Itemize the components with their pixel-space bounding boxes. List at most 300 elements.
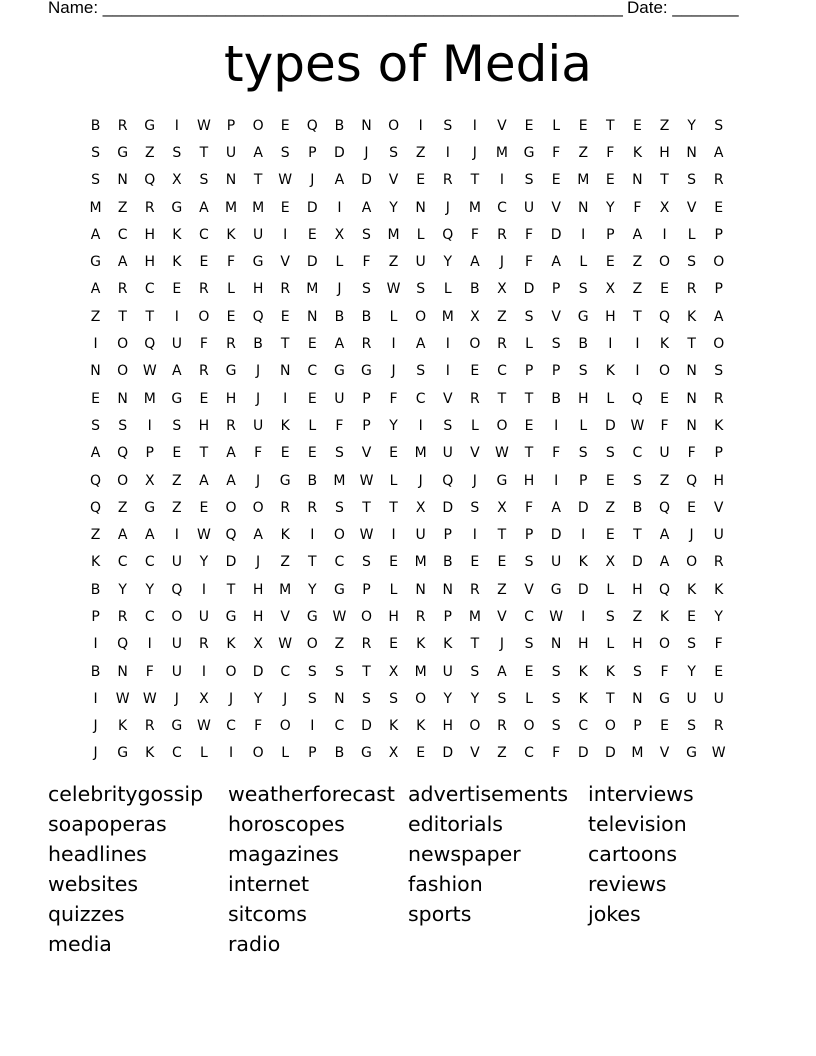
grid-letter: E <box>470 363 480 380</box>
grid-letter: C <box>199 226 209 243</box>
grid-letter: P <box>362 390 371 407</box>
grid-letter: D <box>577 581 589 598</box>
grid-letter: R <box>497 718 507 735</box>
grid-letter: S <box>334 445 344 462</box>
grid-row <box>82 576 732 603</box>
grid-letter: O <box>713 336 725 353</box>
grid-letter: O <box>659 636 671 653</box>
grid-letter: C <box>524 745 534 762</box>
grid-letter: T <box>199 144 209 161</box>
grid-letter: I <box>554 472 559 489</box>
grid-letter: M <box>468 199 481 216</box>
grid-letter: R <box>497 226 507 243</box>
date-line: Date: _______ <box>627 0 739 17</box>
grid-letter: E <box>660 718 669 735</box>
grid-letter: S <box>389 144 399 161</box>
word-list-item: editorials <box>408 811 503 836</box>
grid-letter: S <box>524 636 534 653</box>
grid-letter: V <box>497 117 507 134</box>
grid-letter: E <box>416 172 426 189</box>
grid-letter: R <box>117 281 128 298</box>
grid-letter: C <box>334 554 345 571</box>
grid-letter: A <box>361 199 372 216</box>
grid-letter: L <box>335 254 344 271</box>
grid-letter: N <box>550 636 562 653</box>
grid-letter: W <box>197 117 211 134</box>
grid-letter: B <box>334 117 345 134</box>
grid-letter: S <box>172 144 182 161</box>
grid-letter: A <box>713 308 724 325</box>
grid-letter: J <box>689 527 694 544</box>
grid-letter: I <box>581 527 586 544</box>
grid-letter: U <box>252 417 264 434</box>
grid-letter: U <box>171 336 182 353</box>
grid-letter: Q <box>252 308 264 325</box>
word-list-item: websites <box>48 871 139 896</box>
grid-row <box>82 221 732 248</box>
word-list-item: magazines <box>228 841 339 866</box>
grid-letter: Q <box>171 581 183 598</box>
grid-letter: F <box>714 636 723 653</box>
grid-letter: C <box>280 663 291 680</box>
grid-letter: E <box>172 445 182 462</box>
grid-letter: A <box>199 472 209 489</box>
grid-letter: K <box>226 226 236 243</box>
grid-letter: H <box>252 608 264 625</box>
grid-letter: M <box>333 472 346 489</box>
grid-letter: H <box>605 308 616 325</box>
grid-letter: W <box>142 363 157 380</box>
grid-letter: M <box>143 390 156 407</box>
grid-letter: S <box>172 417 182 434</box>
grid-letter: H <box>632 581 643 598</box>
grid-letter: W <box>278 636 293 653</box>
name-line: Name: _______________________________________________________ <box>48 0 623 17</box>
grid-letter: Z <box>497 745 507 762</box>
grid-letter: Y <box>606 199 615 216</box>
grid-letter: M <box>468 608 481 625</box>
grid-letter: D <box>550 226 562 243</box>
grid-letter: Q <box>117 636 129 653</box>
grid-letter: J <box>499 636 505 653</box>
grid-letter: N <box>686 144 697 161</box>
word-list-item: quizzes <box>48 901 125 926</box>
grid-letter: E <box>199 254 209 271</box>
grid-letter: E <box>389 554 398 571</box>
grid-letter: C <box>307 363 318 380</box>
grid-letter: S <box>524 172 534 189</box>
grid-letter: E <box>687 499 697 516</box>
grid-letter: O <box>279 718 291 735</box>
grid-letter: Y <box>253 690 263 707</box>
grid-letter: K <box>280 417 290 434</box>
grid-letter: B <box>90 663 101 680</box>
grid-letter: I <box>201 663 206 680</box>
word-list-item: fashion <box>408 871 483 896</box>
grid-letter: S <box>497 690 507 707</box>
grid-letter: S <box>416 363 426 380</box>
grid-letter: R <box>497 336 507 353</box>
grid-letter: O <box>496 417 508 434</box>
grid-letter: B <box>90 117 101 134</box>
grid-letter: H <box>252 581 264 598</box>
grid-letter: S <box>524 308 534 325</box>
grid-letter: G <box>144 499 156 516</box>
grid-letter: S <box>578 445 588 462</box>
grid-letter: Y <box>145 581 155 598</box>
grid-letter: N <box>117 390 128 407</box>
grid-letter: Z <box>497 308 507 325</box>
grid-letter: S <box>334 663 344 680</box>
grid-letter: Z <box>117 199 128 216</box>
grid-letter: O <box>225 499 237 516</box>
grid-row <box>82 385 732 412</box>
grid-letter: J <box>310 172 315 189</box>
grid-letter: R <box>199 281 209 298</box>
grid-letter: K <box>659 336 670 353</box>
grid-letter: O <box>225 663 237 680</box>
grid-letter: F <box>687 445 696 462</box>
grid-letter: U <box>523 199 535 216</box>
grid-letter: B <box>90 581 101 598</box>
grid-letter: K <box>226 636 236 653</box>
grid-letter: E <box>199 390 209 407</box>
grid-letter: E <box>307 336 317 353</box>
grid-letter: Z <box>172 472 182 489</box>
grid-letter: U <box>415 527 426 544</box>
grid-row <box>82 330 732 357</box>
grid-letter: I <box>174 308 179 325</box>
grid-letter: E <box>226 308 236 325</box>
grid-letter: O <box>523 718 535 735</box>
grid-letter: Z <box>632 254 643 271</box>
grid-letter: U <box>171 663 182 680</box>
grid-letter: Z <box>117 499 128 516</box>
grid-letter: Q <box>659 308 671 325</box>
grid-letter: I <box>147 417 152 434</box>
grid-letter: I <box>635 363 640 380</box>
grid-letter: C <box>144 281 155 298</box>
grid-letter: L <box>281 745 290 762</box>
grid-letter: D <box>306 199 318 216</box>
grid-letter: T <box>118 308 127 325</box>
grid-letter: S <box>470 663 480 680</box>
grid-letter: F <box>254 445 263 462</box>
grid-letter: P <box>524 363 534 380</box>
grid-letter: Z <box>90 527 101 544</box>
grid-row <box>82 248 732 275</box>
grid-letter: P <box>551 363 561 380</box>
grid-letter: S <box>470 499 480 516</box>
grid-letter: I <box>554 417 559 434</box>
grid-letter: N <box>117 663 128 680</box>
grid-letter: E <box>632 117 642 134</box>
grid-letter: R <box>442 172 453 189</box>
grid-letter: X <box>253 636 263 653</box>
grid-letter: M <box>279 581 292 598</box>
grid-letter: S <box>118 417 128 434</box>
grid-letter: L <box>552 117 561 134</box>
grid-letter: C <box>117 554 128 571</box>
grid-letter: Y <box>389 199 398 216</box>
word-list-item: horoscopes <box>228 811 345 836</box>
grid-letter: X <box>388 745 399 762</box>
grid-letter: P <box>362 581 371 598</box>
puzzle-title: types of Media <box>224 35 592 93</box>
grid-letter: F <box>552 745 561 762</box>
grid-letter: S <box>551 663 561 680</box>
grid-letter: B <box>361 308 372 325</box>
grid-letter: S <box>334 499 344 516</box>
grid-letter: P <box>145 445 154 462</box>
grid-letter: B <box>334 745 345 762</box>
grid-letter: K <box>172 226 182 243</box>
grid-letter: I <box>391 336 396 353</box>
grid-letter: P <box>524 527 534 544</box>
grid-letter: E <box>714 663 724 680</box>
grid-letter: E <box>605 172 615 189</box>
grid-letter: S <box>578 363 588 380</box>
grid-letter: L <box>579 254 588 271</box>
grid-letter: R <box>361 336 372 353</box>
grid-letter: H <box>144 254 155 271</box>
grid-letter: X <box>334 226 345 243</box>
grid-letter: J <box>174 690 179 707</box>
grid-letter: I <box>445 363 450 380</box>
grid-letter: N <box>334 690 345 707</box>
grid-letter: S <box>307 690 317 707</box>
grid-letter: S <box>578 281 588 298</box>
grid-letter: C <box>578 718 589 735</box>
grid-letter: I <box>310 718 315 735</box>
grid-letter: I <box>662 226 667 243</box>
grid-letter: V <box>551 308 561 325</box>
grid-row <box>82 658 732 685</box>
grid-letter: G <box>171 199 183 216</box>
grid-letter: F <box>335 417 344 434</box>
grid-letter: Q <box>117 445 129 462</box>
grid-letter: N <box>279 363 291 380</box>
grid-letter: K <box>687 308 697 325</box>
grid-letter: Y <box>389 417 398 434</box>
grid-letter: J <box>283 690 288 707</box>
grid-row <box>82 358 732 385</box>
grid-letter: N <box>90 363 101 380</box>
grid-letter: R <box>713 172 724 189</box>
grid-letter: I <box>445 144 450 161</box>
grid-letter: B <box>442 554 453 571</box>
grid-letter: H <box>198 417 210 434</box>
grid-letter: I <box>93 636 98 653</box>
grid-letter: G <box>686 745 698 762</box>
grid-letter: V <box>442 390 453 407</box>
grid-letter: O <box>415 308 427 325</box>
grid-letter: S <box>714 363 724 380</box>
grid-letter: C <box>334 718 345 735</box>
grid-letter: N <box>577 199 589 216</box>
grid-letter: W <box>359 472 374 489</box>
grid-letter: N <box>442 581 453 598</box>
grid-row <box>82 194 732 221</box>
grid-letter: S <box>687 172 697 189</box>
grid-letter: P <box>226 117 236 134</box>
letter-grid <box>82 112 732 767</box>
grid-letter: W <box>630 417 645 434</box>
grid-letter: H <box>659 144 670 161</box>
grid-letter: E <box>714 199 724 216</box>
grid-letter: C <box>497 199 507 216</box>
grid-letter: I <box>608 336 613 353</box>
grid-letter: E <box>389 636 398 653</box>
grid-letter: A <box>144 527 155 544</box>
grid-letter: I <box>283 226 288 243</box>
grid-letter: J <box>256 472 261 489</box>
grid-letter: I <box>445 336 450 353</box>
grid-letter: N <box>632 690 643 707</box>
grid-row <box>82 139 732 166</box>
grid-letter: R <box>117 117 128 134</box>
grid-letter: N <box>225 172 237 189</box>
word-list-item: radio <box>228 931 281 956</box>
grid-letter: J <box>472 472 477 489</box>
grid-letter: K <box>443 636 453 653</box>
grid-letter: R <box>713 718 724 735</box>
word-list-item: weatherforecast <box>228 782 395 806</box>
grid-letter: O <box>360 608 372 625</box>
grid-letter: D <box>550 527 562 544</box>
grid-letter: A <box>253 527 263 544</box>
grid-letter: D <box>225 554 237 571</box>
grid-letter: Q <box>144 172 156 189</box>
grid-letter: V <box>280 608 290 625</box>
grid-letter: U <box>442 445 453 462</box>
grid-letter: G <box>252 254 264 271</box>
grid-letter: Q <box>631 390 643 407</box>
grid-letter: A <box>199 199 209 216</box>
grid-letter: T <box>660 172 669 189</box>
grid-letter: E <box>660 281 669 298</box>
grid-letter: V <box>470 745 480 762</box>
grid-letter: J <box>472 144 477 161</box>
grid-letter: H <box>713 472 724 489</box>
grid-letter: R <box>469 581 480 598</box>
word-list-item: newspaper <box>408 841 521 866</box>
grid-letter: X <box>659 199 670 216</box>
grid-letter: O <box>171 608 183 625</box>
grid-letter: I <box>472 117 477 134</box>
grid-letter: E <box>280 117 290 134</box>
grid-letter: C <box>415 390 426 407</box>
word-list-item: interviews <box>588 782 694 806</box>
grid-letter: N <box>686 417 697 434</box>
grid-letter: E <box>605 254 615 271</box>
grid-letter: D <box>577 745 589 762</box>
grid-letter: M <box>631 745 644 762</box>
grid-letter: U <box>686 690 697 707</box>
grid-letter: X <box>605 281 616 298</box>
grid-letter: K <box>145 745 155 762</box>
grid-letter: H <box>388 608 399 625</box>
grid-letter: R <box>199 636 209 653</box>
grid-letter: G <box>279 472 291 489</box>
grid-letter: A <box>226 445 236 462</box>
grid-letter: R <box>361 636 372 653</box>
grid-letter: H <box>144 226 155 243</box>
grid-letter: O <box>604 718 616 735</box>
grid-letter: O <box>469 336 481 353</box>
grid-letter: G <box>225 608 237 625</box>
grid-letter: I <box>581 608 586 625</box>
grid-row <box>82 276 732 303</box>
grid-letter: E <box>687 608 697 625</box>
grid-letter: U <box>713 527 724 544</box>
grid-row <box>82 631 732 658</box>
grid-letter: E <box>280 445 290 462</box>
grid-letter: E <box>578 117 588 134</box>
grid-letter: Y <box>199 554 209 571</box>
grid-letter: U <box>171 636 182 653</box>
grid-letter: I <box>418 117 423 134</box>
grid-letter: T <box>308 554 317 571</box>
grid-letter: P <box>714 226 723 243</box>
grid-letter: J <box>445 199 450 216</box>
grid-letter: E <box>199 499 209 516</box>
grid-letter: F <box>552 445 561 462</box>
grid-letter: O <box>686 554 698 571</box>
grid-letter: Z <box>388 254 399 271</box>
grid-letter: F <box>199 336 208 353</box>
grid-letter: I <box>283 390 288 407</box>
grid-letter: D <box>252 663 264 680</box>
grid-letter: N <box>632 172 643 189</box>
grid-letter: S <box>687 636 697 653</box>
grid-letter: F <box>145 663 154 680</box>
grid-letter: F <box>525 499 534 516</box>
grid-letter: K <box>172 254 182 271</box>
grid-letter: T <box>633 527 642 544</box>
grid-letter: S <box>605 445 615 462</box>
grid-letter: A <box>90 281 101 298</box>
grid-letter: I <box>147 636 152 653</box>
grid-letter: W <box>197 527 211 544</box>
word-list-item: cartoons <box>588 841 678 866</box>
grid-letter: T <box>687 336 696 353</box>
grid-letter: R <box>307 499 318 516</box>
grid-letter: L <box>470 417 479 434</box>
grid-letter: W <box>495 445 509 462</box>
grid-letter: A <box>253 144 263 161</box>
grid-letter: X <box>497 499 507 516</box>
word-list-item: celebritygossip <box>48 782 204 806</box>
grid-letter: L <box>606 636 615 653</box>
grid-row <box>82 521 732 548</box>
word-list-item: television <box>588 811 687 836</box>
grid-letter: I <box>472 527 477 544</box>
grid-letter: G <box>171 390 183 407</box>
grid-letter: F <box>525 226 534 243</box>
grid-letter: S <box>362 690 371 707</box>
grid-letter: A <box>117 527 128 544</box>
grid-letter: T <box>470 636 480 653</box>
grid-letter: Q <box>306 117 318 134</box>
grid-letter: Q <box>659 581 671 598</box>
grid-letter: V <box>388 172 399 189</box>
grid-letter: N <box>307 308 318 325</box>
grid-letter: G <box>361 363 372 380</box>
grid-letter: V <box>551 199 561 216</box>
grid-letter: J <box>337 281 342 298</box>
grid-letter: L <box>687 226 696 243</box>
